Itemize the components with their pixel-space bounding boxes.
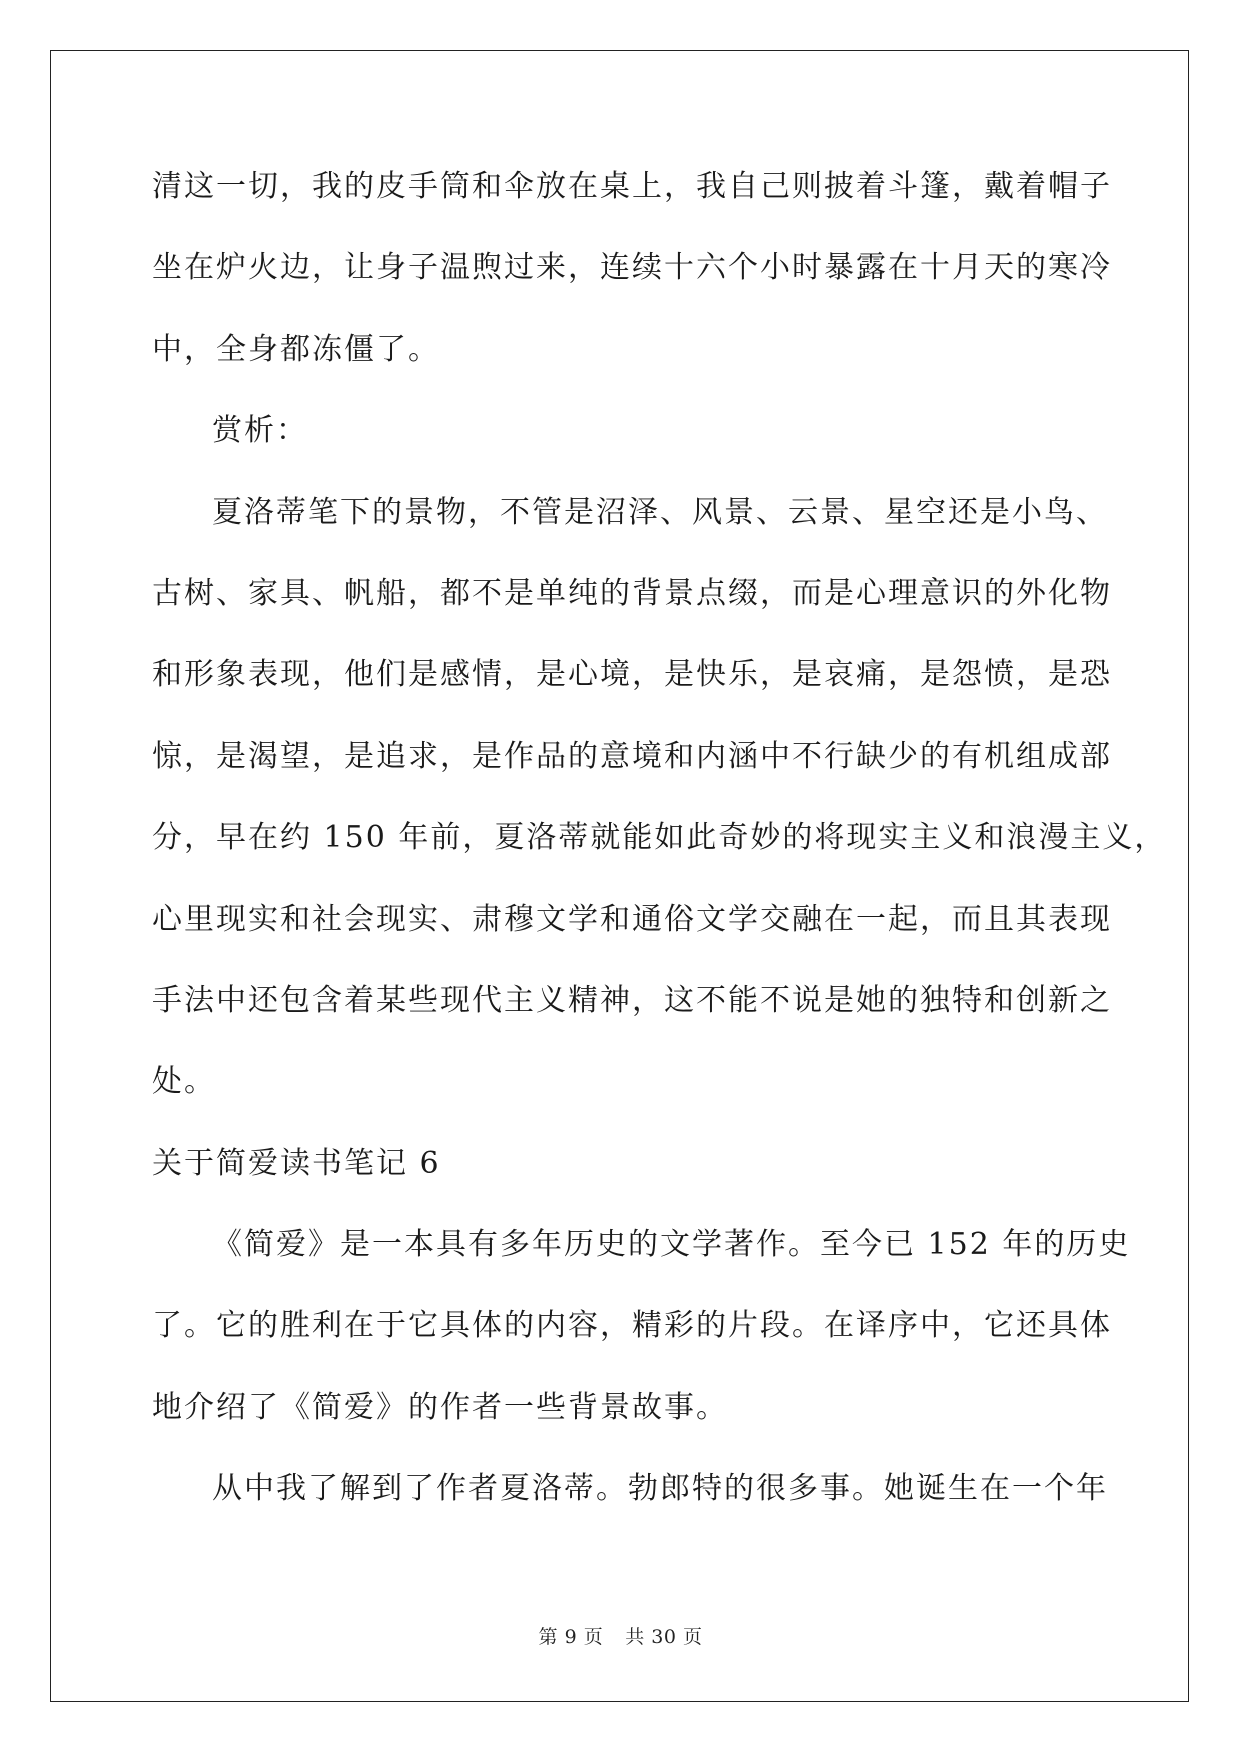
text-line: 手法中还包含着某些现代主义精神，这不能不说是她的独特和创新之	[152, 982, 1112, 1018]
page-footer	[0, 1622, 1241, 1649]
text-line: 古树、家具、帆船，都不是单纯的背景点缀，而是心理意识的外化物	[152, 575, 1112, 611]
text-line: 惊，是渴望，是追求，是作品的意境和内涵中不行缺少的有机组成部	[152, 738, 1112, 774]
text-line: 处。	[152, 1064, 216, 1100]
section-heading: 关于简爱读书笔记 6	[152, 1145, 441, 1181]
text-line: 分，早在约 150 年前，夏洛蒂就能如此奇妙的将现实主义和浪漫主义，	[152, 820, 1167, 856]
text-line: 坐在炉火边，让身子温煦过来，连续十六个小时暴露在十月天的寒冷	[152, 250, 1112, 286]
text-line: 从中我了解到了作者夏洛蒂。勃郎特的很多事。她诞生在一个年	[212, 1471, 1108, 1507]
text-line: 夏洛蒂笔下的景物，不管是沼泽、风景、云景、星空还是小鸟、	[212, 494, 1108, 530]
text-line: 心里现实和社会现实、肃穆文学和通俗文学交融在一起，而且其表现	[152, 901, 1112, 937]
text-line: 《简爱》是一本具有多年历史的文学著作。至今已 152 年的历史	[212, 1227, 1131, 1263]
page-number: 第 9 页	[538, 1626, 604, 1648]
text-line: 地介绍了《简爱》的作者一些背景故事。	[152, 1389, 728, 1425]
text-line: 清这一切，我的皮手筒和伞放在桌上，我自己则披着斗篷，戴着帽子	[152, 169, 1112, 204]
document-body	[152, 160, 1167, 1544]
text-line: 了。它的胜利在于它具体的内容，精彩的片段。在译序中，它还具体	[152, 1308, 1112, 1344]
text-line: 和形象表现，他们是感情，是心境，是快乐，是哀痛，是怨愤，是恐	[152, 657, 1112, 693]
page-total: 共 30 页	[625, 1626, 703, 1648]
section-label: 赏析：	[212, 413, 308, 449]
text-line: 中，全身都冻僵了。	[152, 331, 440, 367]
